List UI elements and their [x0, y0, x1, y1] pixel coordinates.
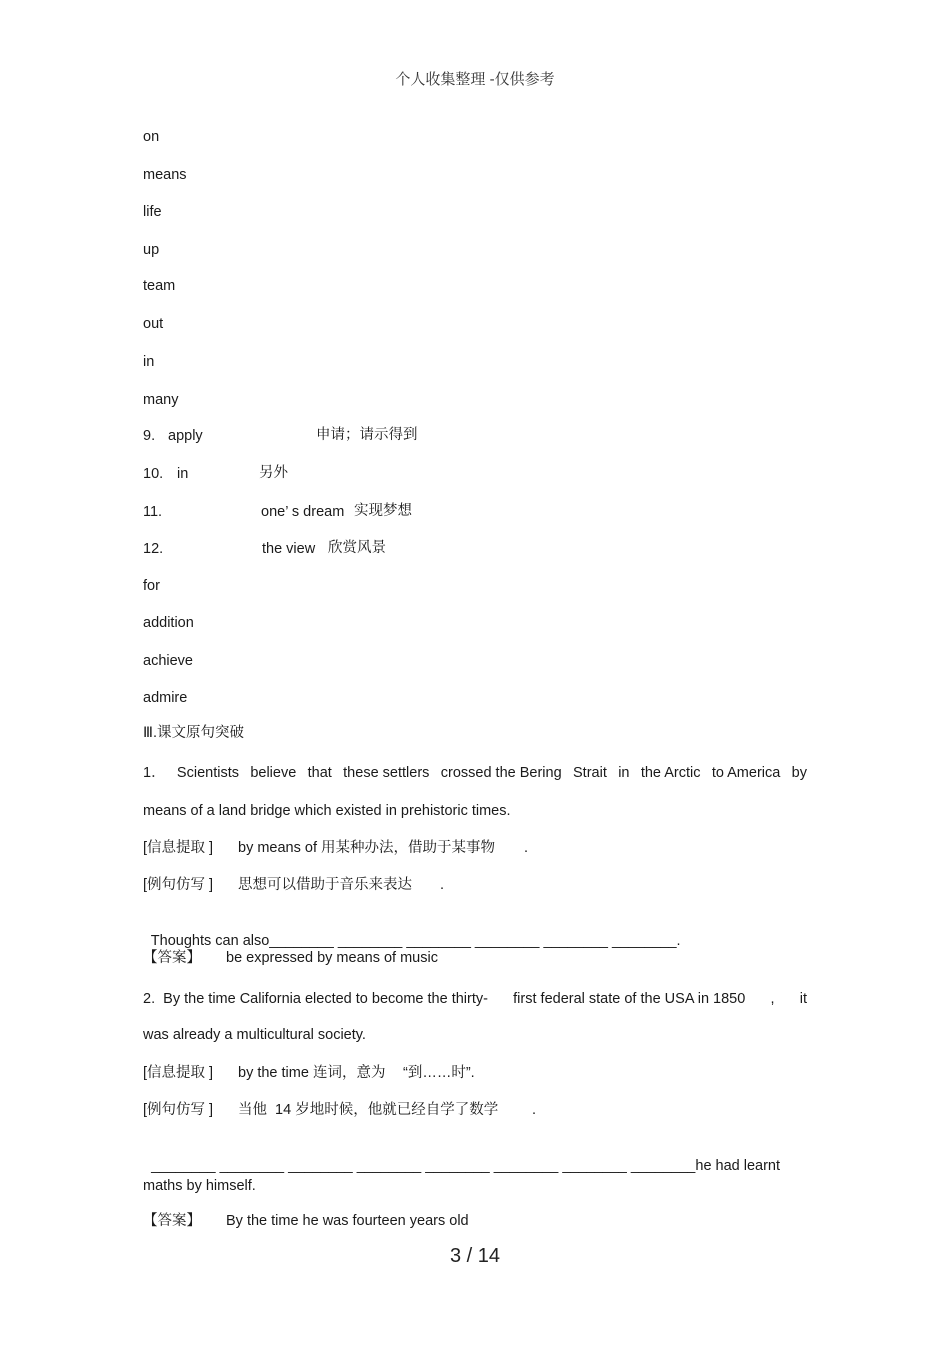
word-item: admire [143, 690, 188, 706]
word-item: addition [143, 615, 194, 631]
word-item: out [143, 316, 164, 332]
sentence-line: was already a multicultural society. [143, 1027, 366, 1043]
phrase-meaning: 欣赏风景 [328, 540, 386, 556]
word-item: means [143, 167, 187, 183]
phrase-meaning: 实现梦想 [354, 503, 412, 519]
phrase-number: 12. [143, 541, 164, 557]
phrase-text: one’ s dream [261, 504, 345, 520]
answer-text: By the time he was fourteen years old [226, 1213, 469, 1229]
phrase-number: 11. [143, 504, 163, 520]
info-quote: “到……时”. [403, 1065, 475, 1081]
answer-label: 【答案】 [143, 1213, 201, 1229]
word-item: life [143, 204, 162, 220]
example-text: 当他 14 岁地时候，他就已经自学了数学 [238, 1102, 499, 1118]
phrase-text: in [177, 466, 189, 482]
phrase-number: 9. [143, 428, 156, 444]
phrase-meaning: 申请；请示得到 [316, 427, 418, 443]
fill-blank-line: Thoughts can also________ ________ ________ ________ ________ ________. [150, 933, 681, 949]
word-item: for [143, 578, 160, 594]
word-item: many [143, 392, 179, 408]
sentence-line: 2. By the time California elected to become the thirty- first federal state of the USA in 1850 , it [143, 991, 807, 1007]
phrase-meaning: 另外 [259, 465, 288, 481]
page-header: 个人收集整理 -仅供参考 [395, 71, 555, 88]
info-label: [信息提取 ] [143, 840, 214, 856]
word-item: up [143, 242, 160, 258]
example-end: . [532, 1102, 537, 1118]
example-end: . [440, 877, 445, 893]
phrase-number: 10. [143, 466, 164, 482]
word-item: achieve [143, 653, 193, 669]
page-number: 3 / 14 [449, 1245, 501, 1267]
info-text: by the time 连词，意为 [238, 1065, 386, 1081]
example-label: [例句仿写 ] [143, 877, 214, 893]
info-label: [信息提取 ] [143, 1065, 214, 1081]
word-item: on [143, 129, 160, 145]
info-text: by means of 用某种办法，借助于某事物 [238, 840, 496, 856]
word-item: team [143, 278, 176, 294]
blank[interactable]: ________ ________ ________ ________ ________ ________ [269, 933, 677, 949]
example-label: [例句仿写 ] [143, 1102, 214, 1118]
answer-label: 【答案】 [143, 950, 201, 966]
sentence-line: 1． Scientists believe that these settlers crossed the Bering Strait in the Arctic to America by [143, 765, 807, 781]
example-text: 思想可以借助于音乐来表达 [238, 877, 412, 893]
sentence-line: maths by himself. [143, 1178, 256, 1194]
phrase-text: the view [262, 541, 316, 557]
sentence-line: means of a land bridge which existed in prehistoric times. [143, 803, 511, 819]
info-end: . [524, 840, 529, 856]
blank[interactable]: ________ ________ ________ ________ ________ ________ ________ ________ [151, 1158, 696, 1174]
phrase-text: apply [168, 428, 203, 444]
fill-blank-line: ________ ________ ________ ________ ________ ________ ________ ________he had learnt [151, 1158, 781, 1174]
word-item: in [143, 354, 155, 370]
section-title: Ⅲ.课文原句突破 [143, 725, 245, 741]
answer-text: be expressed by means of music [226, 950, 438, 966]
